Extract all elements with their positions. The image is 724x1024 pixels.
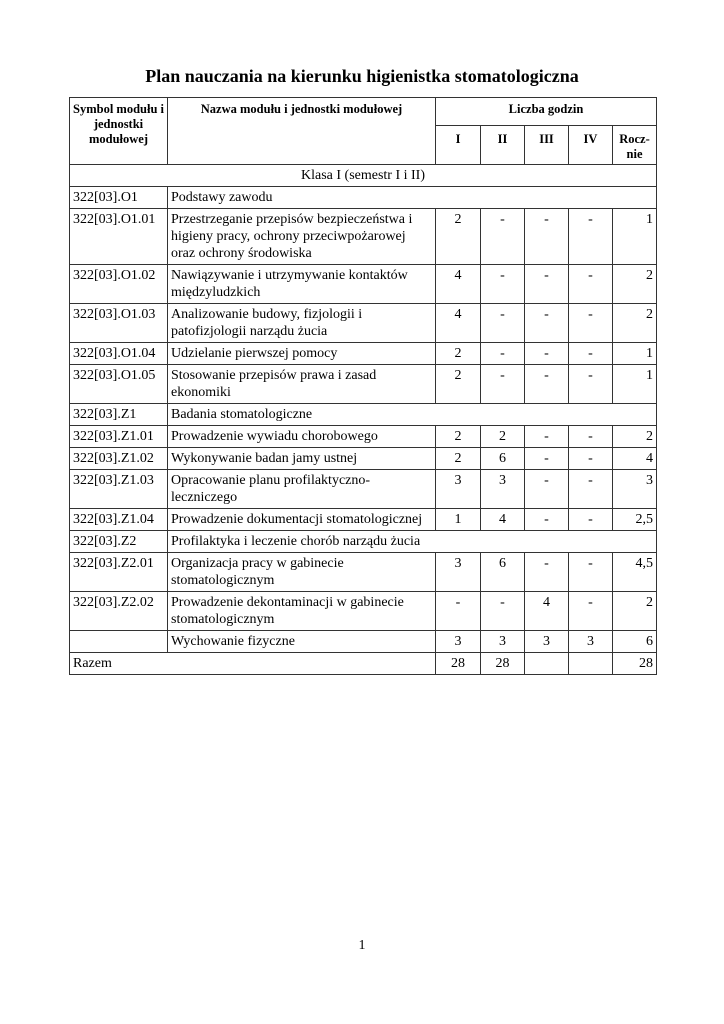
header-semester: I	[436, 126, 481, 165]
unit-symbol: 322[03].Z1.03	[70, 470, 168, 509]
hours-semester: -	[481, 209, 525, 265]
hours-semester: 2	[436, 365, 481, 404]
unit-row	[70, 265, 657, 304]
hours-semester: 2	[481, 426, 525, 448]
unit-name: Stosowanie przepisów prawa i zasad ekonomiki	[168, 365, 436, 404]
unit-symbol: 322[03].O1.04	[70, 343, 168, 365]
class-label: Klasa I (semestr I i II)	[70, 165, 657, 187]
header-name: Nazwa modułu i jednostki modułowej	[168, 98, 436, 165]
unit-name: Prowadzenie dekontaminacji w gabinecie stomatologicznym	[168, 592, 436, 631]
hours-annual: 1	[613, 365, 657, 404]
unit-symbol: 322[03].O1.03	[70, 304, 168, 343]
hours-annual: 3	[613, 470, 657, 509]
total-semester	[525, 653, 569, 675]
header-semester: IV	[569, 126, 613, 165]
unit-name: Nawiązywanie i utrzymywanie kontaktów międzyludzkich	[168, 265, 436, 304]
hours-semester: -	[569, 209, 613, 265]
document-title: Plan nauczania na kierunku higienistka stomatologiczna	[145, 66, 579, 86]
hours-semester: 3	[436, 470, 481, 509]
hours-semester: -	[436, 592, 481, 631]
hours-semester: -	[481, 343, 525, 365]
hours-semester: -	[569, 470, 613, 509]
hours-semester: 3	[436, 553, 481, 592]
total-semester: 28	[436, 653, 481, 675]
unit-symbol: 322[03].O1.01	[70, 209, 168, 265]
hours-semester: -	[481, 592, 525, 631]
hours-annual: 1	[613, 343, 657, 365]
unit-name: Wykonywanie badan jamy ustnej	[168, 448, 436, 470]
extra-row	[70, 631, 657, 653]
hours-semester: 4	[525, 592, 569, 631]
hours-annual: 2,5	[613, 509, 657, 531]
hours-annual: 1	[613, 209, 657, 265]
hours-semester: 2	[436, 448, 481, 470]
hours-semester: -	[569, 343, 613, 365]
hours-semester: 2	[436, 209, 481, 265]
total-semester: 28	[481, 653, 525, 675]
unit-row	[70, 509, 657, 531]
hours-semester: -	[481, 365, 525, 404]
total-row	[70, 653, 657, 675]
unit-row	[70, 304, 657, 343]
page-number: 1	[358, 938, 366, 953]
header-symbol: Symbol modułu i jednostki modułowej	[70, 98, 168, 165]
unit-name: Prowadzenie dokumentacji stomatologicznej	[168, 509, 436, 531]
module-row	[70, 404, 657, 426]
module-name: Profilaktyka i leczenie chorób narządu żucia	[168, 531, 657, 553]
hours-semester: -	[525, 304, 569, 343]
hours-semester: -	[569, 304, 613, 343]
unit-row	[70, 592, 657, 631]
module-symbol: 322[03].O1	[70, 187, 168, 209]
module-row	[70, 531, 657, 553]
hours-semester: 1	[436, 509, 481, 531]
unit-row	[70, 343, 657, 365]
hours-semester: -	[525, 365, 569, 404]
hours-semester: -	[525, 426, 569, 448]
hours-semester: -	[569, 265, 613, 304]
hours-semester: 4	[481, 509, 525, 531]
unit-row	[70, 470, 657, 509]
unit-symbol: 322[03].Z2.01	[70, 553, 168, 592]
extra-name: Wychowanie fizyczne	[168, 631, 436, 653]
hours-semester: -	[525, 209, 569, 265]
unit-row	[70, 426, 657, 448]
hours-semester: 3	[525, 631, 569, 653]
hours-semester: -	[525, 265, 569, 304]
hours-semester: 3	[569, 631, 613, 653]
unit-row	[70, 553, 657, 592]
hours-semester: -	[525, 448, 569, 470]
hours-semester: -	[525, 553, 569, 592]
hours-semester: 2	[436, 426, 481, 448]
hours-semester: 6	[481, 553, 525, 592]
total-annual: 28	[613, 653, 657, 675]
hours-semester: -	[569, 509, 613, 531]
module-symbol: 322[03].Z1	[70, 404, 168, 426]
hours-semester: -	[569, 426, 613, 448]
unit-name: Organizacja pracy w gabinecie stomatologicznym	[168, 553, 436, 592]
unit-symbol: 322[03].O1.05	[70, 365, 168, 404]
hours-semester: -	[481, 265, 525, 304]
module-name: Podstawy zawodu	[168, 187, 657, 209]
hours-semester: -	[569, 448, 613, 470]
header-semester: II	[481, 126, 525, 165]
unit-name: Opracowanie planu profilaktyczno-leczniczego	[168, 470, 436, 509]
unit-symbol: 322[03].Z1.01	[70, 426, 168, 448]
header-hours: Liczba godzin	[436, 98, 657, 126]
unit-symbol: 322[03].Z1.02	[70, 448, 168, 470]
hours-annual: 2	[613, 592, 657, 631]
hours-semester: 3	[481, 631, 525, 653]
unit-row	[70, 209, 657, 265]
total-label: Razem	[70, 653, 436, 675]
hours-semester: 4	[436, 304, 481, 343]
header-semester: III	[525, 126, 569, 165]
hours-semester: 3	[436, 631, 481, 653]
hours-semester: -	[525, 509, 569, 531]
unit-symbol: 322[03].Z1.04	[70, 509, 168, 531]
total-semester	[569, 653, 613, 675]
unit-row	[70, 365, 657, 404]
hours-semester: 6	[481, 448, 525, 470]
hours-semester: -	[525, 343, 569, 365]
hours-annual: 2	[613, 265, 657, 304]
hours-annual: 2	[613, 426, 657, 448]
hours-semester: -	[525, 470, 569, 509]
hours-semester: 4	[436, 265, 481, 304]
hours-annual: 2	[613, 304, 657, 343]
unit-name: Udzielanie pierwszej pomocy	[168, 343, 436, 365]
extra-symbol	[70, 631, 168, 653]
hours-semester: -	[481, 304, 525, 343]
header-row-1	[70, 98, 657, 126]
hours-semester: -	[569, 365, 613, 404]
unit-symbol: 322[03].Z2.02	[70, 592, 168, 631]
hours-semester: -	[569, 553, 613, 592]
unit-name: Prowadzenie wywiadu chorobowego	[168, 426, 436, 448]
module-symbol: 322[03].Z2	[70, 531, 168, 553]
unit-name: Analizowanie budowy, fizjologii i patofizjologii narządu żucia	[168, 304, 436, 343]
hours-semester: 3	[481, 470, 525, 509]
hours-annual: 4,5	[613, 553, 657, 592]
curriculum-table	[69, 97, 657, 675]
unit-row	[70, 448, 657, 470]
class-row	[70, 165, 657, 187]
module-row	[70, 187, 657, 209]
module-name: Badania stomatologiczne	[168, 404, 657, 426]
unit-name: Przestrzeganie przepisów bezpieczeństwa i higieny pracy, ochrony przeciwpożarowej oraz ochrony środowiska	[168, 209, 436, 265]
unit-symbol: 322[03].O1.02	[70, 265, 168, 304]
hours-annual: 4	[613, 448, 657, 470]
hours-annual: 6	[613, 631, 657, 653]
header-annual: Rocz-nie	[613, 126, 657, 165]
hours-semester: 2	[436, 343, 481, 365]
hours-semester: -	[569, 592, 613, 631]
